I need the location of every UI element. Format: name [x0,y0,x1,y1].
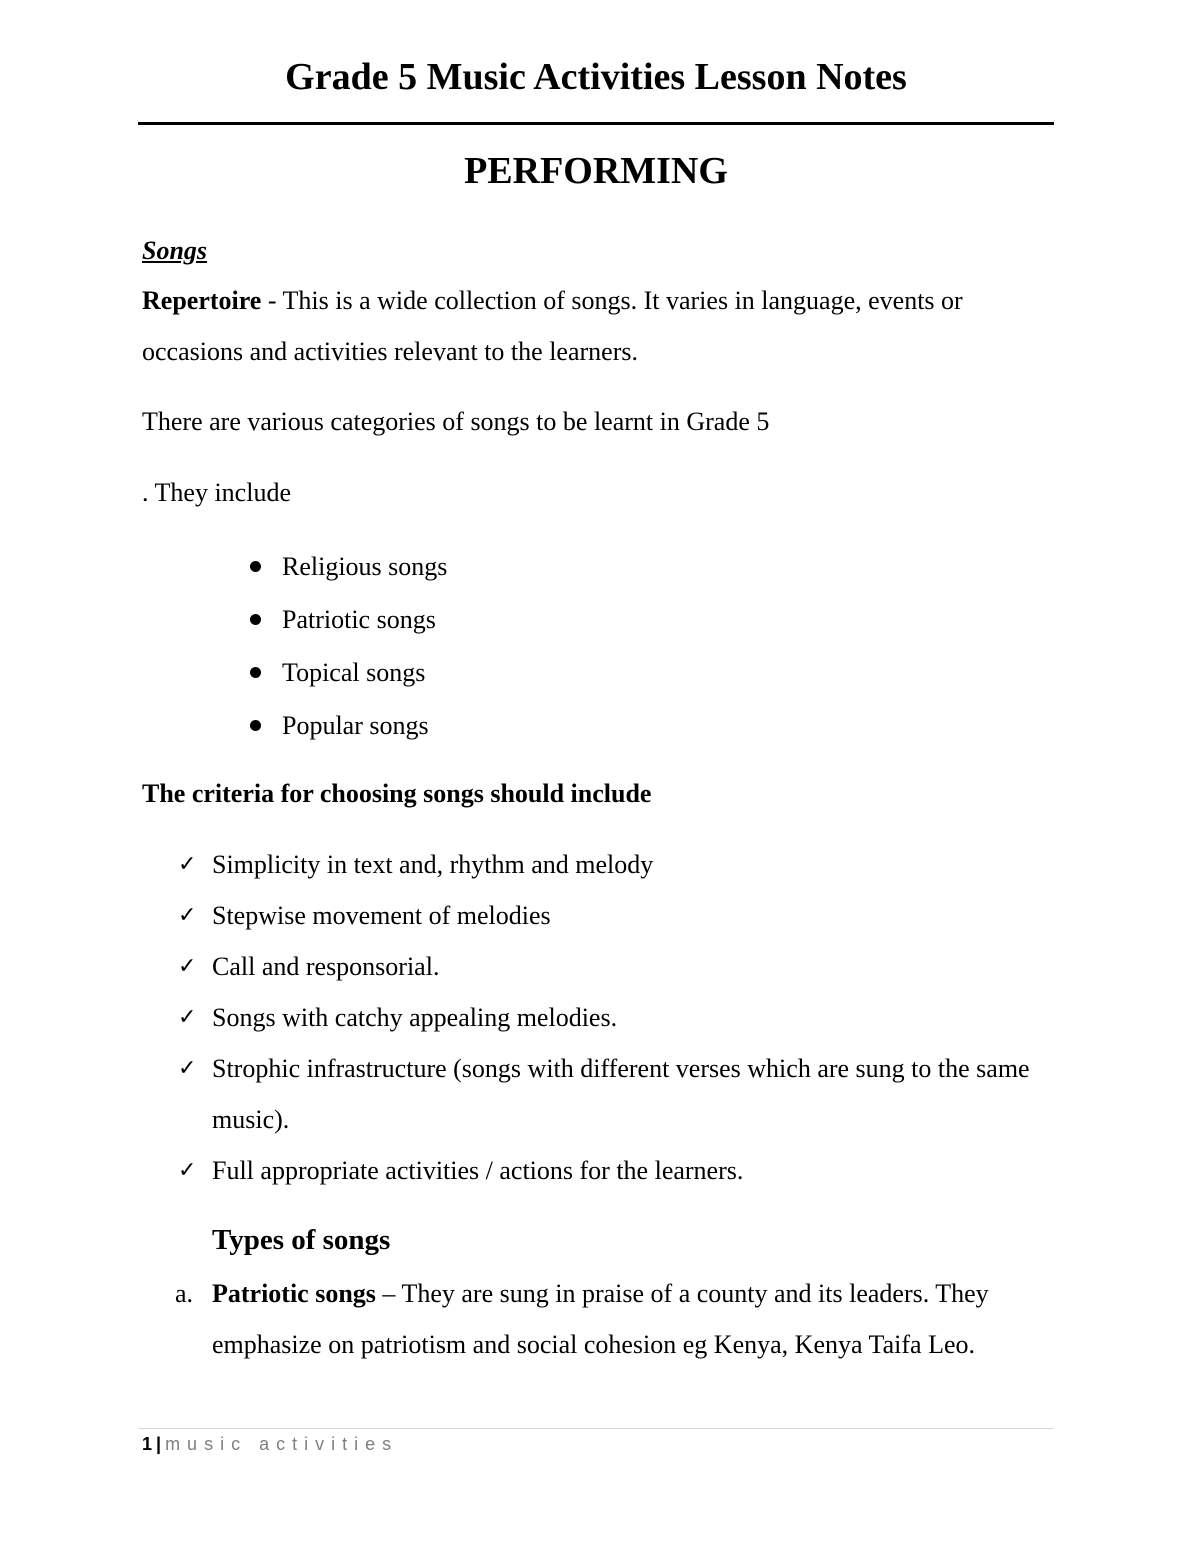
songs-subheading: Songs [142,236,208,265]
footer-divider [138,1428,1054,1429]
criterion-text: Songs with catchy appealing melodies. [212,1003,618,1032]
page-footer [142,1432,398,1456]
checkmark-icon: ✓ [178,954,197,979]
document-title: Grade 5 Music Activities Lesson Notes [285,56,907,98]
checkmark-icon: ✓ [178,1005,197,1030]
categories-lead: . They include [142,478,291,507]
list-item [0,992,1042,1043]
category-label: Topical songs [282,658,426,687]
list-item [0,593,447,646]
list-item [0,540,447,593]
checkmark-icon: ✓ [178,1158,197,1183]
list-marker: a. [175,1279,194,1308]
criterion-text: Simplicity in text and, rhythm and melody [212,850,654,879]
list-item [0,1268,1042,1370]
list-item [0,1043,1042,1145]
list-item [0,699,447,752]
checkmark-icon: ✓ [178,1056,197,1081]
criterion-text: Stepwise movement of melodies [212,901,551,930]
criteria-list [0,839,1100,1196]
checkmark-icon: ✓ [178,852,197,877]
type-description: – They are sung in praise of a county and its leaders. They emphasize on patriotism and social cohesion eg Kenya, Kenya Taifa Leo. [212,1279,989,1359]
list-item [0,646,447,699]
page-number: 1 [142,1434,153,1454]
list-item [0,890,1042,941]
criterion-text: Full appropriate activities / actions for the learners. [212,1156,744,1185]
list-item [0,941,1042,992]
criterion-text: Strophic infrastructure (songs with different verses which are sung to the same music). [212,1054,1030,1134]
criterion-text: Call and responsorial. [212,952,440,981]
bullet-icon [250,561,261,572]
repertoire-paragraph [142,275,1052,377]
checkmark-icon: ✓ [178,903,197,928]
category-label: Popular songs [282,711,429,740]
type-term: Patriotic songs [212,1279,376,1308]
list-item [0,1145,1042,1196]
categories-intro: There are various categories of songs to be learnt in Grade 5 [142,407,770,436]
types-heading: Types of songs [212,1224,391,1256]
bullet-icon [250,667,261,678]
category-label: Religious songs [282,552,448,581]
category-label: Patriotic songs [282,605,436,634]
footer-text: music activities [165,1434,399,1454]
repertoire-definition: - This is a wide collection of songs. It varies in language, events or occasions and activities relevant to the learners. [142,286,963,366]
title-divider [138,122,1054,125]
bullet-icon [250,720,261,731]
list-item [0,839,1042,890]
song-types-list [0,1268,1042,1370]
footer-separator: | [156,1434,162,1454]
bullet-icon [250,614,261,625]
section-heading: PERFORMING [464,150,728,192]
repertoire-term: Repertoire [142,286,262,315]
criteria-heading: The criteria for choosing songs should include [142,779,652,808]
song-categories-list [0,540,447,752]
